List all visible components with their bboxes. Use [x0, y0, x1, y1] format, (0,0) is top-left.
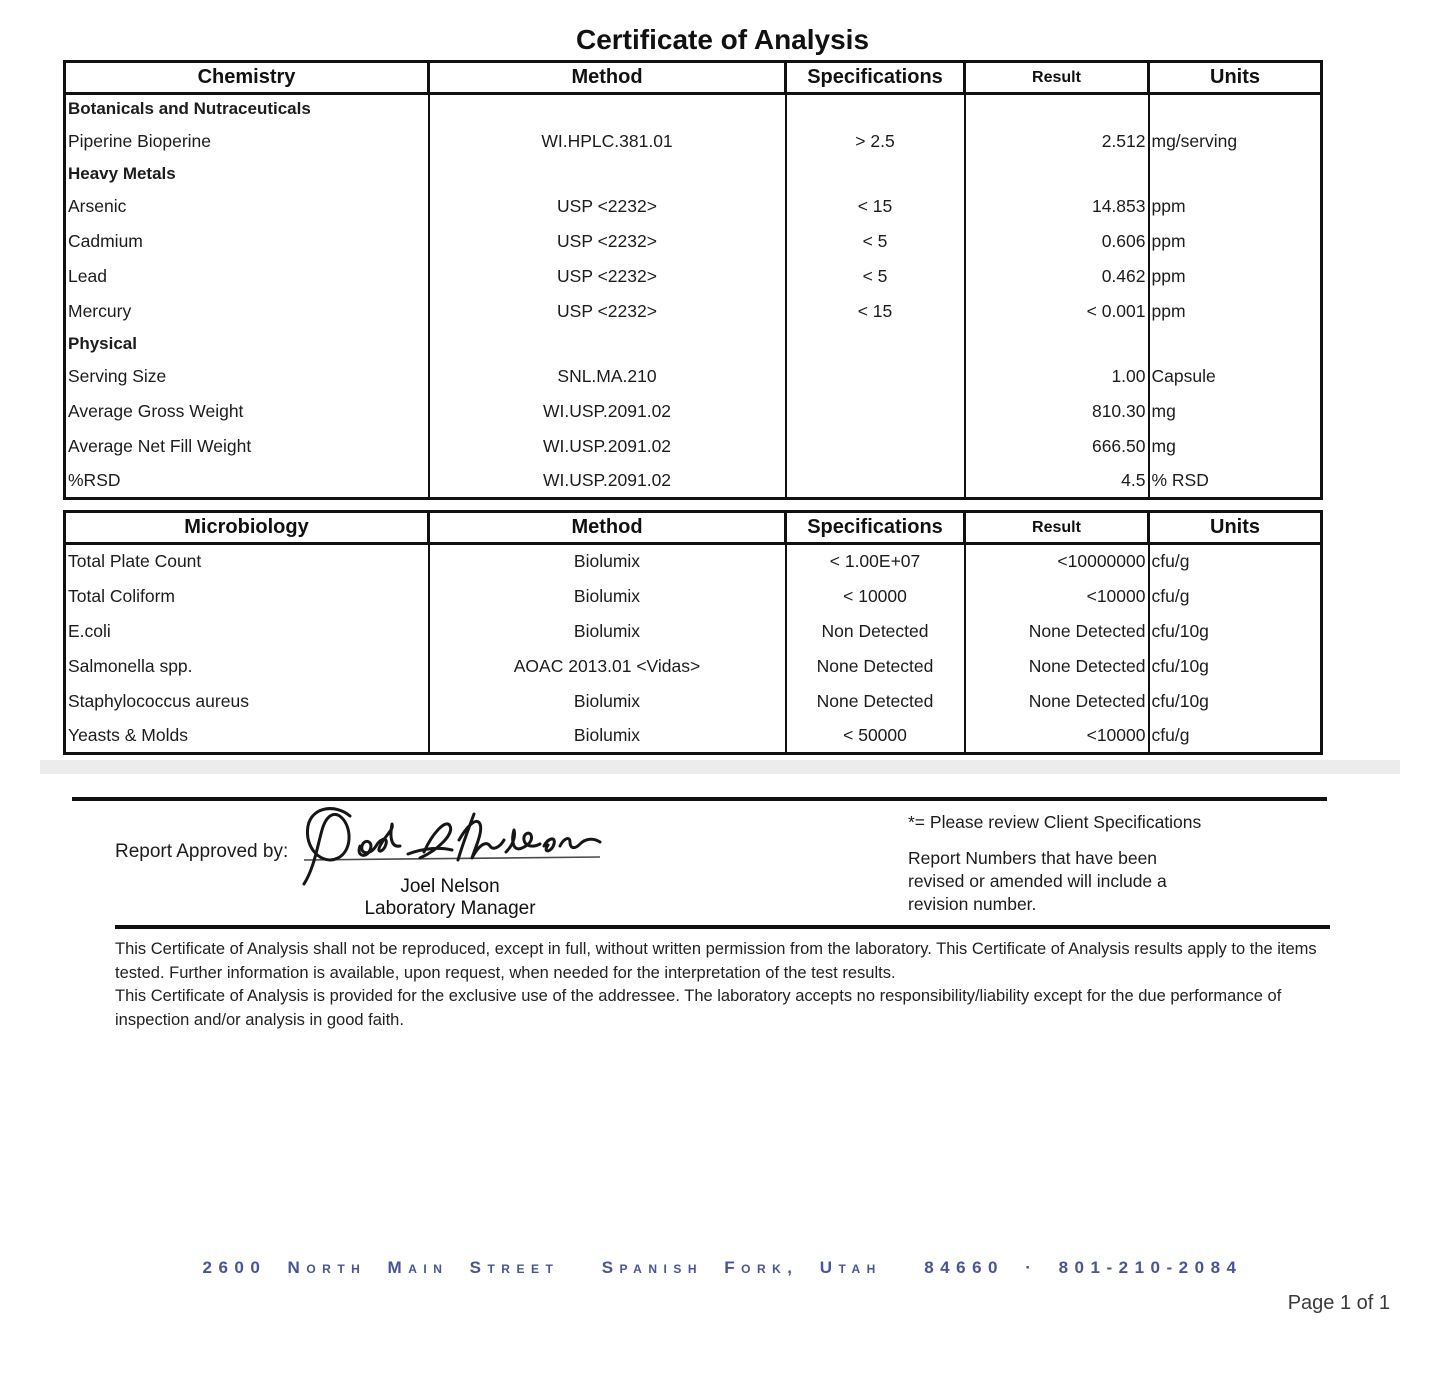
page-title: Certificate of Analysis — [575, 24, 870, 55]
spec-cell: > 2.5 — [786, 124, 965, 159]
section-label: Physical — [68, 333, 137, 353]
analyte-cell: Piperine Bioperine — [68, 130, 212, 151]
revision-note: Report Numbers that have been revised or amended will include a revision number. — [908, 848, 1167, 914]
units-cell: cfu/g — [1149, 579, 1322, 614]
specifications-header: Specifications — [786, 512, 965, 544]
result-cell: <10000 — [965, 719, 1149, 754]
analyte-cell: Serving Size — [68, 365, 167, 386]
disclaimer-paragraph-2: This Certificate of Analysis is provided for the exclusive use of the addressee. The laboratory accepts no responsibility/liability except for the due performance of inspection and/or analysis in good faith. — [115, 987, 1282, 1029]
result-cell: < 0.001 — [965, 294, 1149, 329]
microbiology-table — [63, 510, 1323, 755]
result-header: Result — [965, 62, 1149, 94]
client-specifications-note: *= Please review Client Specifications — [908, 812, 1202, 832]
result-cell: <10000000 — [965, 544, 1149, 579]
table-row — [65, 464, 1322, 499]
specifications-header: Specifications — [786, 62, 965, 94]
method-cell: Biolumix — [429, 684, 786, 719]
table-row — [65, 579, 1322, 614]
method-cell: USP <2232> — [429, 189, 786, 224]
result-cell: <10000 — [965, 579, 1149, 614]
table-row — [65, 544, 1322, 579]
spec-cell — [786, 394, 965, 429]
result-cell: None Detected — [965, 684, 1149, 719]
method-cell: Biolumix — [429, 614, 786, 649]
spec-cell: < 5 — [786, 259, 965, 294]
units-header: Units — [1149, 512, 1322, 544]
table-row — [65, 224, 1322, 259]
table-row — [65, 614, 1322, 649]
analyte-cell: Average Gross Weight — [68, 400, 244, 421]
units-cell: cfu/g — [1149, 544, 1322, 579]
units-cell: cfu/g — [1149, 719, 1322, 754]
method-cell: USP <2232> — [429, 294, 786, 329]
microbiology-header: Microbiology — [65, 512, 429, 544]
method-cell: WI.USP.2091.02 — [429, 394, 786, 429]
result-cell: 810.30 — [965, 394, 1149, 429]
table-row — [65, 124, 1322, 159]
result-cell: 4.5 — [965, 464, 1149, 499]
disclaimer-paragraph-1: This Certificate of Analysis shall not be reproduced, except in full, without written permission from the laboratory. This Certificate of Analysis results apply to the items tested. Further information is available, upon request, when needed for the interpretation of the test results. — [115, 940, 1317, 982]
chemistry-header: Chemistry — [65, 62, 429, 94]
analyte-cell: Mercury — [68, 300, 132, 321]
section-label: Botanicals and Nutraceuticals — [68, 99, 311, 119]
report-approved-label: Report Approved by: — [115, 841, 289, 862]
method-cell: Biolumix — [429, 544, 786, 579]
chemistry-header-row — [65, 62, 1322, 94]
analyte-cell: Yeasts & Molds — [68, 724, 188, 745]
units-cell: ppm — [1149, 294, 1322, 329]
table-row — [65, 719, 1322, 754]
units-cell: cfu/10g — [1149, 614, 1322, 649]
analyte-cell: E.coli — [68, 620, 111, 641]
spec-cell — [786, 464, 965, 499]
result-cell: 1.00 — [965, 359, 1149, 394]
disclaimer-text — [115, 938, 1337, 1032]
section-label: Heavy Metals — [68, 163, 176, 183]
analyte-cell: Total Coliform — [68, 585, 175, 606]
analyte-cell: Cadmium — [68, 230, 143, 251]
table-section-row — [65, 94, 1322, 124]
units-cell: cfu/10g — [1149, 649, 1322, 684]
spec-cell: None Detected — [786, 684, 965, 719]
analyte-cell: Lead — [68, 265, 107, 286]
method-cell: Biolumix — [429, 579, 786, 614]
method-cell: Biolumix — [429, 719, 786, 754]
analyte-cell: Arsenic — [68, 195, 127, 216]
table-row — [65, 294, 1322, 329]
microbiology-header-row — [65, 512, 1322, 544]
page-number: Page 1 of 1 — [1287, 1292, 1390, 1314]
result-cell: 0.462 — [965, 259, 1149, 294]
lab-address: 2600 North Main Street Spanish Fork, Utah 84660 · 801-210-2084 — [202, 1258, 1243, 1277]
method-header: Method — [429, 512, 786, 544]
units-header: Units — [1149, 62, 1322, 94]
method-cell: SNL.MA.210 — [429, 359, 786, 394]
units-cell: % RSD — [1149, 464, 1322, 499]
spec-cell: Non Detected — [786, 614, 965, 649]
spec-cell: < 5 — [786, 224, 965, 259]
analyte-cell: Total Plate Count — [68, 551, 202, 572]
result-cell: 2.512 — [965, 124, 1149, 159]
method-cell: WI.USP.2091.02 — [429, 429, 786, 464]
signer-name: Joel Nelson — [400, 876, 500, 897]
table-row — [65, 359, 1322, 394]
spec-cell — [786, 429, 965, 464]
result-header: Result — [965, 512, 1149, 544]
units-cell: mg/serving — [1149, 124, 1322, 159]
method-cell: USP <2232> — [429, 224, 786, 259]
table-row — [65, 649, 1322, 684]
horizontal-rule-top — [72, 797, 1327, 801]
table-row — [65, 394, 1322, 429]
units-cell: mg — [1149, 429, 1322, 464]
method-cell: USP <2232> — [429, 259, 786, 294]
spec-cell: < 15 — [786, 294, 965, 329]
method-cell: AOAC 2013.01 <Vidas> — [429, 649, 786, 684]
result-cell: 666.50 — [965, 429, 1149, 464]
units-cell: ppm — [1149, 189, 1322, 224]
result-cell: 14.853 — [965, 189, 1149, 224]
divider-strip — [40, 760, 1400, 774]
method-cell: WI.HPLC.381.01 — [429, 124, 786, 159]
spec-cell: < 1.00E+07 — [786, 544, 965, 579]
chemistry-table — [63, 60, 1323, 500]
units-cell: ppm — [1149, 259, 1322, 294]
analyte-cell: %RSD — [68, 469, 121, 490]
table-row — [65, 684, 1322, 719]
result-cell: None Detected — [965, 649, 1149, 684]
result-cell: 0.606 — [965, 224, 1149, 259]
units-cell: mg — [1149, 394, 1322, 429]
method-header: Method — [429, 62, 786, 94]
table-row — [65, 429, 1322, 464]
spec-cell: None Detected — [786, 649, 965, 684]
analyte-cell: Average Net Fill Weight — [68, 435, 252, 456]
result-cell: None Detected — [965, 614, 1149, 649]
table-row — [65, 259, 1322, 294]
spec-cell: < 10000 — [786, 579, 965, 614]
table-section-row — [65, 159, 1322, 189]
horizontal-rule-middle — [115, 925, 1330, 929]
units-cell: cfu/10g — [1149, 684, 1322, 719]
units-cell: Capsule — [1149, 359, 1322, 394]
spec-cell: < 15 — [786, 189, 965, 224]
spec-cell: < 50000 — [786, 719, 965, 754]
analyte-cell: Salmonella spp. — [68, 655, 193, 676]
units-cell: ppm — [1149, 224, 1322, 259]
analyte-cell: Staphylococcus aureus — [68, 690, 249, 711]
table-row — [65, 189, 1322, 224]
method-cell: WI.USP.2091.02 — [429, 464, 786, 499]
spec-cell — [786, 359, 965, 394]
table-section-row — [65, 329, 1322, 359]
signer-role: Laboratory Manager — [364, 898, 536, 919]
